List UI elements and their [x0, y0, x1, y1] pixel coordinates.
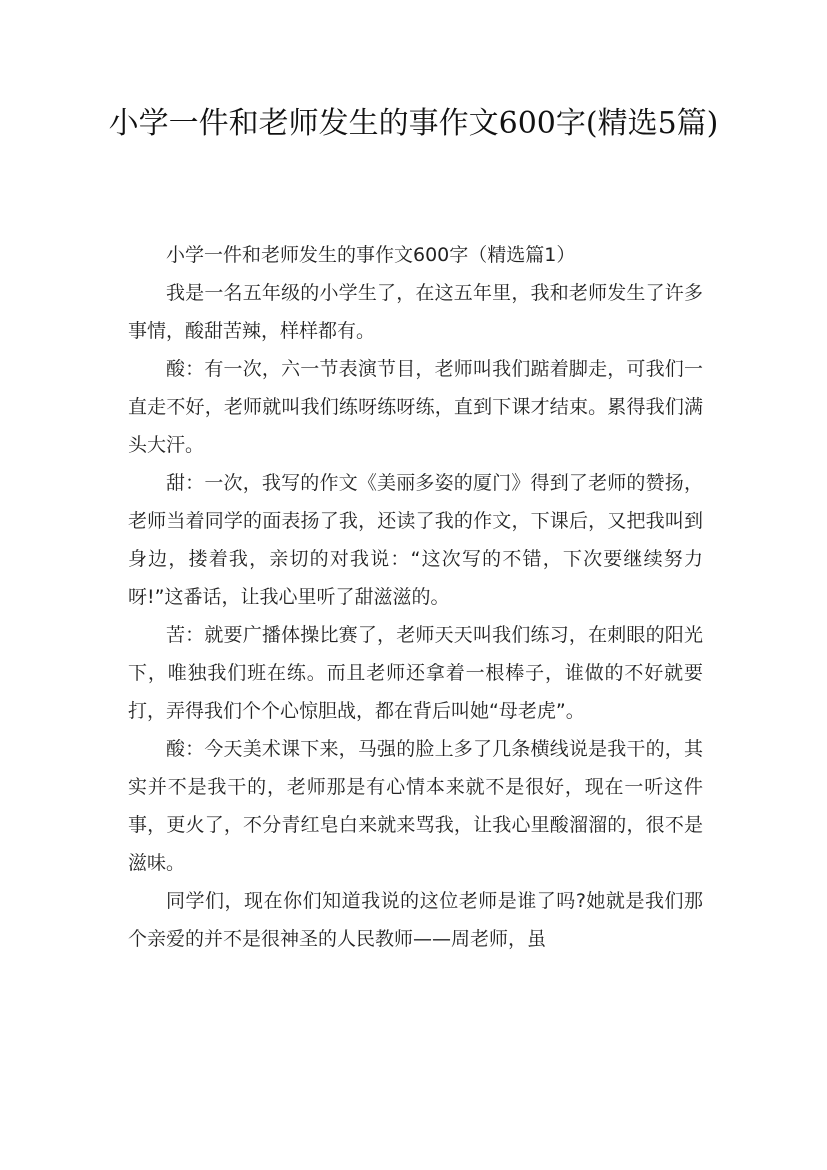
- paragraph: 甜：一次，我写的作文《美丽多姿的厦门》得到了老师的赞扬，老师当着同学的面表扬了我，还读了我的作文，下课后，又把我叫到身边，搂着我，亲切的对我说：“这次写的不错，下次要继续努力呀!”这番话，让我心里听了甜滋滋的。: [128, 472, 703, 608]
- document-body: [128, 236, 703, 958]
- paragraph: 酸：有一次，六一节表演节目，老师叫我们踮着脚走，可我们一直走不好，老师就叫我们练呀练呀练，直到下课才结束。累得我们满头大汗。: [128, 358, 703, 456]
- paragraph: 酸：今天美术课下来，马强的脸上多了几条横线说是我干的，其实并不是我干的，老师那是有心情本来就不是很好，现在一听这件事，更火了，不分青红皂白来就来骂我，让我心里酸溜溜的，很不是滋味。: [128, 738, 703, 874]
- section-heading: 小学一件和老师发生的事作文600字（精选篇1）: [166, 244, 576, 266]
- document-title: 小学一件和老师发生的事作文600字(精选5篇): [108, 106, 719, 141]
- paragraph: 我是一名五年级的小学生了，在这五年里，我和老师发生了许多事情，酸甜苦辣，样样都有。: [128, 282, 703, 342]
- paragraph: 苦：就要广播体操比赛了，老师天天叫我们练习，在刺眼的阳光下，唯独我们班在练。而且老师还拿着一根棒子，谁做的不好就要打，弄得我们个个心惊胆战，都在背后叫她“母老虎”。: [128, 624, 703, 722]
- paragraph: 同学们，现在你们知道我说的这位老师是谁了吗?她就是我们那个亲爱的并不是很神圣的人民教师——周老师，虽: [128, 890, 703, 950]
